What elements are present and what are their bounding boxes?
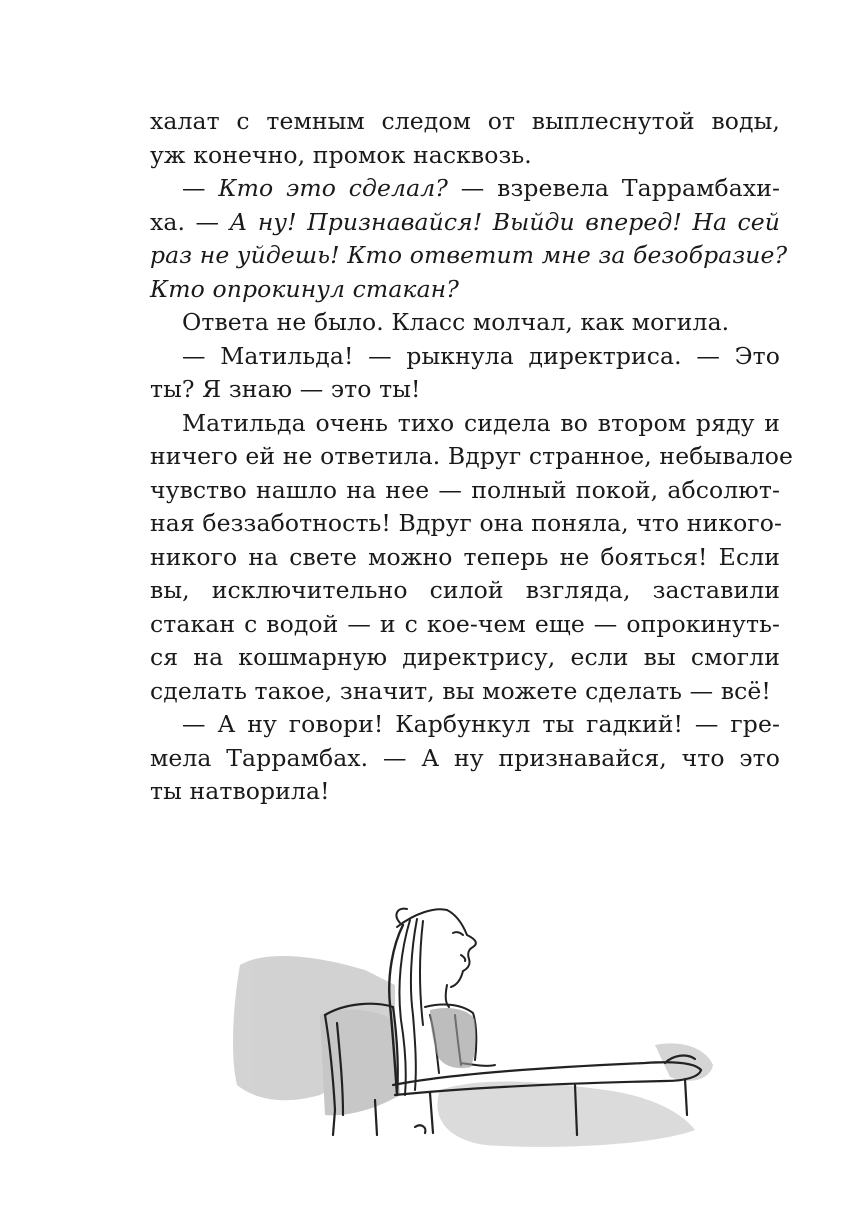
text-line: [150, 608, 780, 642]
text-segment: ная беззаботность! Вдруг она поняла, что никого-: [150, 509, 783, 537]
text-line: [150, 574, 780, 608]
italic-segment: раз не уйдешь! Кто ответит мне за безобразие?: [150, 241, 788, 269]
text-segment: уж конечно, промок насквозь.: [150, 140, 532, 169]
body-text: [150, 105, 793, 809]
text-segment: ся на кошмарную директрису, если вы смогли: [150, 643, 780, 671]
text-segment: Ответа не было. Класс молчал, как могила.: [182, 308, 730, 336]
text-segment: ты натворила!: [150, 777, 330, 805]
text-segment: ты? Я знаю — это ты!: [150, 375, 421, 403]
text-line: [150, 273, 780, 307]
text-segment: — Матильда! — рыкнула директриса. — Это: [182, 341, 780, 370]
text-line: [150, 775, 780, 809]
text-segment: ничего ей не ответила. Вдруг странное, небывалое: [150, 442, 793, 470]
italic-segment: А ну! Признавайся! Выйди вперед! На сей: [229, 207, 780, 236]
text-line: [150, 206, 780, 240]
text-line: [150, 742, 780, 776]
illustration-girl-at-desk: [225, 895, 725, 1160]
text-segment: халат с темным следом от выплеснутой воды,: [150, 107, 780, 135]
text-line: [150, 675, 780, 709]
text-segment: Матильда очень тихо сидела во втором ряду и: [182, 408, 780, 437]
text-line: [150, 239, 788, 273]
text-line: [150, 507, 783, 541]
text-segment: стакан с водой — и с кое-чем еще — опрокинуть-: [150, 609, 780, 638]
text-segment: —: [182, 174, 219, 202]
text-line: [150, 373, 780, 407]
text-segment: сделать такое, значит, вы можете сделать — всё!: [150, 676, 771, 705]
text-line: [150, 139, 780, 173]
text-line: [150, 708, 780, 742]
text-line: [150, 340, 780, 374]
text-segment: вы, исключительно силой взгляда, заставили: [150, 576, 780, 604]
text-line: [150, 641, 780, 675]
text-segment: никого на свете можно теперь не бояться! Если: [150, 542, 780, 571]
text-line: [150, 306, 780, 340]
text-segment: — А ну говори! Карбункул ты гадкий! — гре-: [182, 710, 780, 738]
text-segment: мела Таррамбах. — А ну признавайся, что это: [150, 743, 780, 772]
text-segment: — взревела Таррамбахи-: [447, 174, 780, 202]
text-line: [150, 541, 780, 575]
italic-segment: Кто опрокинул стакан?: [150, 274, 459, 303]
italic-segment: Кто это сделал?: [218, 174, 448, 202]
text-line: [150, 474, 780, 508]
girl-figure: [389, 909, 495, 1095]
text-line: [150, 172, 780, 206]
text-line: [150, 105, 780, 139]
text-segment: чувство нашло на нее — полный покой, абсолют-: [150, 475, 780, 504]
text-segment: ха. —: [150, 207, 230, 236]
text-line: [150, 440, 793, 474]
text-line: [150, 407, 780, 441]
